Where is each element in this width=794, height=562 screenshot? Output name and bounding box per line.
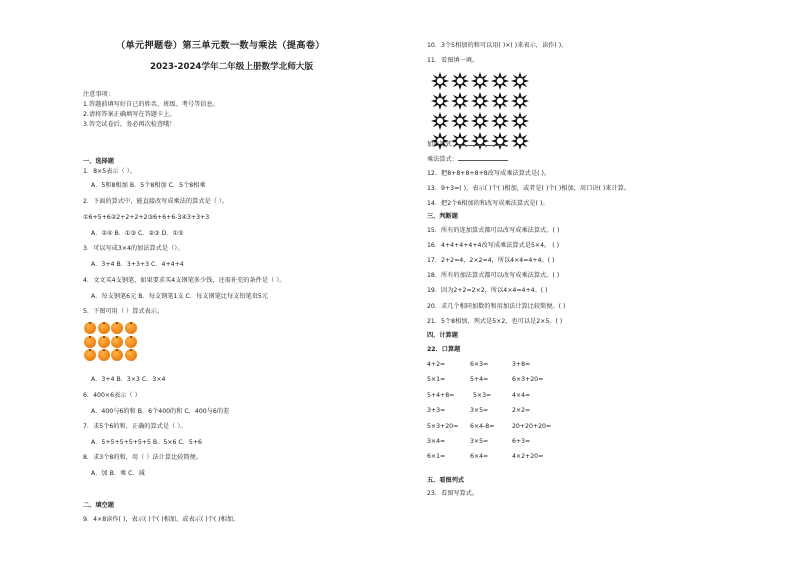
oral-calc-item: 4+2= [427,361,446,368]
notes-item: 2.请将答案正确填写在答题卡上。 [83,111,176,118]
oral-calc-item: 6×4= [470,453,489,460]
answer-line [427,154,508,164]
section-heading: 三、判断题 [427,213,458,220]
sun-gear-icon [431,72,449,90]
question-line: 6．400×6表示（ ） [83,392,141,399]
question-line: 23．看图写算式。 [427,490,479,497]
oral-calc-item: 20+20+20= [512,423,552,430]
question-line: 3．可以写成3×4的加法算式是（）。 [83,245,184,252]
sun-gear-icon [451,72,469,90]
question-line: 5．下图可用（ ）算式表示。 [83,308,164,315]
sun-gear-icon [491,72,509,90]
answer-label: 加法算式： [427,141,458,148]
answer-label: 乘法算式： [427,156,458,163]
oral-calc-item: 6×3+20= [512,376,544,383]
oral-calc-item: 3+3= [427,407,446,414]
sun-gear-icon [471,92,489,110]
sun-gear-icon [511,132,529,150]
question-line: 17．2+2=4，2×2=4，所以4×4=4+4。( ) [427,257,555,264]
sun-gear-icon [471,112,489,130]
orange-fruit-icon [98,336,110,348]
sun-gear-icon [491,112,509,130]
orange-fruit-icon [125,322,137,334]
question-line: 19．因为2+2=2×2，所以4×4=4+4。( ) [427,287,548,294]
question-line: 10．3个5相加的和可以用( )×( )来表示，读作( )。 [427,42,568,49]
oral-calc-item: 6×3= [470,361,489,368]
question-line: 15．所有的连加算式都可以改写成乘法算式。( ) [427,227,560,234]
oral-calc-item: 5×3= [473,392,492,399]
oral-calc-item: 6×4-8= [470,423,495,430]
section-heading: 四、计算题 [427,332,458,339]
orange-fruit-icon [84,322,96,334]
oral-calc-item: 6×1= [427,453,446,460]
option-line: A．加 B．乘 C．减 [91,470,145,477]
page-subtitle: 2023-2024学年二年级上册数学北师大版 [150,62,314,72]
question-line: 11．看图填一填。 [427,57,479,64]
oral-calc-item: 5×3+20= [427,423,459,430]
notes-item: 3.答完试卷后，务必再次检查哦！ [83,121,176,128]
question-line: 16．4+4+4+4+4改写成乘法算式是5×4。 ( ) [427,242,559,249]
oral-calc-item: 3×5= [470,407,489,414]
option-line: A．3+4 B．3+3+3 C．4+4+4 [91,261,184,268]
orange-fruit-icon [111,349,123,361]
sun-gear-icon [491,92,509,110]
question-line: ①6+5+6②2+2+2+2③6+6+6-3④3+3+3 [83,214,210,221]
section-heading: 二、填空题 [83,502,114,509]
question-line: 9．4×8读作( )，表示( )个( )相加，或表示( )个( )相加。 [83,516,240,523]
question-line: 13．9+3=( )，表示( )个( )相加，或者是( )个( )相加，用口诀( )来计算。 [427,185,631,192]
oral-calc-item: 5+4+8= [427,392,455,399]
answer-blank[interactable] [458,139,508,146]
oral-calc-item: 6+3= [512,438,531,445]
option-line: A．5和8相加 B．5个8相加 C．5个8相乘 [91,182,206,189]
question-line: 4．文文买4支钢笔，如果要求买4支钢笔多少钱，还需补充的条件是（ ）。 [83,277,286,284]
question-line: 7．求5个6的和，正确的算式是（ ）。 [83,423,187,430]
question-line: 8．求3个8的和，用（ ）法计算比较简便。 [83,454,202,461]
oral-calc-item: 4×2+20= [512,453,544,460]
sun-gear-icon [451,92,469,110]
sun-gear-icon [431,112,449,130]
oral-calc-item: 2×2= [512,407,531,414]
option-line: A．5+5+5+5+5+5 B．5×6 C．5+6 [91,439,202,446]
oral-calc-item: 5×1= [427,376,446,383]
oral-calc-item: 3+8= [512,361,531,368]
question-line: 21．5个8相加，列式是5×2，也可以是2×5。( ) [427,318,563,325]
question-line: 18．所有的加法算式都可以改写成乘法算式。( ) [427,272,560,279]
option-line: A．3+4 B．3×3 C．3×4 [91,376,166,383]
question-line: 14．把2个6相加的和改写成乘法算式是( )。 [427,200,549,207]
orange-fruit-icon [98,349,110,361]
notes-heading: 注意事项： [83,91,114,98]
sun-gear-icon [431,92,449,110]
orange-grid [84,322,137,361]
oral-calc-item: 3×5= [470,438,489,445]
orange-fruit-icon [84,336,96,348]
sun-gear-icon [471,72,489,90]
orange-fruit-icon [111,336,123,348]
answer-blank[interactable] [458,154,508,161]
question-line: 12．把8+8+8+8+8改写成乘法算式是( )。 [427,170,551,177]
option-line: A．400与6的和 B．6个400的和 C．400与6的差 [91,408,230,415]
page-title: （单元押题卷）第三单元数一数与乘法（提高卷） [116,40,325,51]
oral-calc-item: 4×4= [512,392,531,399]
sun-gear-icon [511,112,529,130]
sun-gear-icon [451,112,469,130]
sun-gear-icon [511,72,529,90]
question-line: 2．下面的算式中，能直接改写成乘法的算式是（ ）。 [83,198,229,205]
option-line: A．每支钢笔6元 B．每支钢笔1支 C．每支钢笔比每支铅笔贵5元 [91,293,269,300]
orange-fruit-icon [125,349,137,361]
question-line: 1．8×5表示（ ）。 [83,168,136,175]
option-line: A．②④ B．①③ C．②③ D．①⑤ [91,230,184,237]
orange-fruit-icon [111,322,123,334]
oral-calc-item: 5+4= [470,376,489,383]
orange-fruit-icon [125,336,137,348]
question-line: 20．求几个相同加数的和用加法计算比较简便。( ) [427,303,566,310]
section-heading: 22．口算题 [427,346,461,353]
orange-fruit-icon [98,322,110,334]
oral-calc-item: 3×4= [427,438,446,445]
answer-line [427,139,508,149]
notes-item: 1.答题前填写好自己的姓名、班级、考号等信息。 [83,101,219,108]
section-heading: 五、看图列式 [427,477,465,484]
sun-gear-icon [511,92,529,110]
section-heading: 一、选择题 [83,158,114,165]
orange-fruit-icon [84,349,96,361]
